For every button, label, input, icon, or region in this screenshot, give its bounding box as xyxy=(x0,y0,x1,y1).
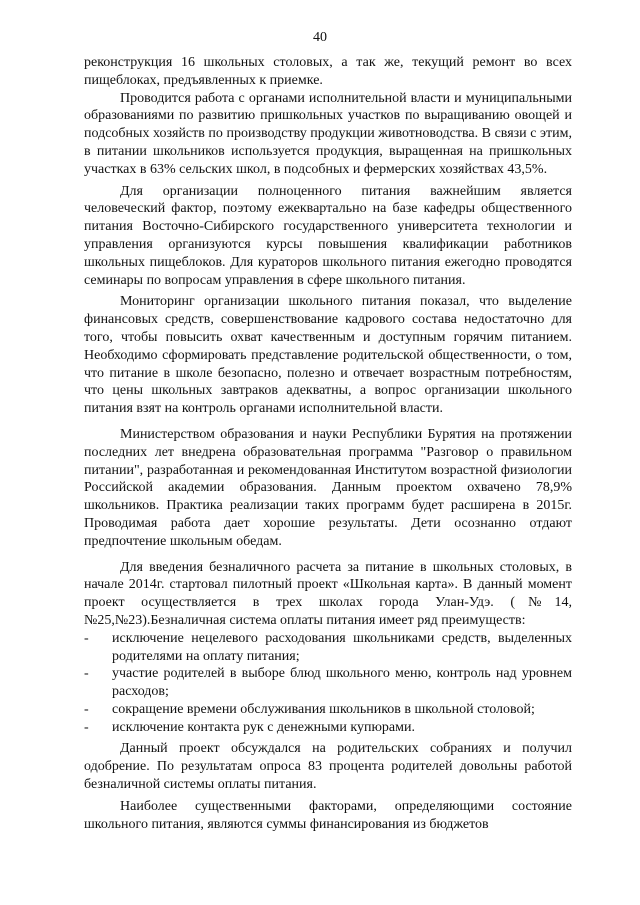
list-item-text: исключение контакта рук с денежными купюрами. xyxy=(112,719,415,735)
bullet-dash: - xyxy=(84,701,89,717)
list-item-text: сокращение времени обслуживания школьников в школьной столовой; xyxy=(112,701,535,717)
paragraph: реконструкция 16 школьных столовых, а так же, текущий ремонт во всех пищеблоках, предъявленных к приемке. xyxy=(84,55,572,88)
list-item xyxy=(84,719,572,737)
paragraph: Мониторинг организации школьного питания показал, что выделение финансовых средств, совершенствование кадрового состава недостаточно для того, чтобы повысить охват качественным и доступным горячим питанием. Необходимо сформировать представление родительской общественности, о том, что питание в школе безопасно, полезно и отвечает возрастным потребностям, что цены школьных завтраков адекватны, а вопрос организации школьного питания взят на контроль органами исполнительной власти. xyxy=(84,294,572,417)
list-item xyxy=(84,701,572,719)
page-number: 40 xyxy=(313,30,327,45)
list-item xyxy=(84,665,572,701)
list-item-text: исключение нецелевого расходования школьниками средств, выделенных родителями на оплату питания; xyxy=(112,630,572,664)
paragraph: Для введения безналичного расчета за питание в школьных столовых, в начале 2014г. стартовал пилотный проект «Школьная карта». В данный момент проект осуществляется в трех школах города Улан-Удэ. (№14, №25,№23).Безналичная система оплаты питания имеет ряд преимуществ: xyxy=(84,559,572,628)
list-item-text: участие родителей в выборе блюд школьного меню, контроль над уровнем расходов; xyxy=(112,666,572,700)
bullet-dash: - xyxy=(84,630,89,646)
advantages-list xyxy=(84,630,572,737)
paragraph: Данный проект обсуждался на родительских собраниях и получил одобрение. По результатам опроса 83 процента родителей довольны работой безналичной системы оплаты питания. xyxy=(84,741,572,793)
list-item xyxy=(84,630,572,666)
paragraph: Проводится работа с органами исполнительной власти и муниципальными образованиями по развитию пришкольных участков по выращиванию овощей и подсобных хозяйств по производству продукции животноводства. В связи с этим, в питании школьников используется продукция, выращенная на пришкольных участках в 63% сельских школ, в подсобных и фермерских хозяйствах 43,5%. xyxy=(84,90,572,177)
bullet-dash: - xyxy=(84,719,89,735)
paragraph: Наиболее существенными факторами, определяющими состояние школьного питания, являются суммы финансирования из бюджетов xyxy=(84,798,572,832)
bullet-dash: - xyxy=(84,666,89,682)
paragraph: Для организации полноценного питания важнейшим является человеческий фактор, поэтому ежеквартально на базе кафедры общественного питания Восточно-Сибирского государственного университета технологии и управления организуются курсы повышения квалификации работников школьных пищеблоков. Для кураторов школьного питания ежегодно проводятся семинары по вопросам управления в сфере школьного питания. xyxy=(84,183,572,288)
document-body xyxy=(84,54,572,833)
paragraph: Министерством образования и науки Республики Бурятия на протяжении последних лет внедрена образовательная программа "Разговор о правильном питании", разработанная и рекомендованная Институтом возрастной физиологии Российской академии образования. Данным проектом охвачено 78,9% школьников. Практика реализации таких программ будет расширена в 2015г. Проводимая работа дает хорошие результаты. Дети осознанно отдают предпочтение школьным обедам. xyxy=(84,426,572,549)
